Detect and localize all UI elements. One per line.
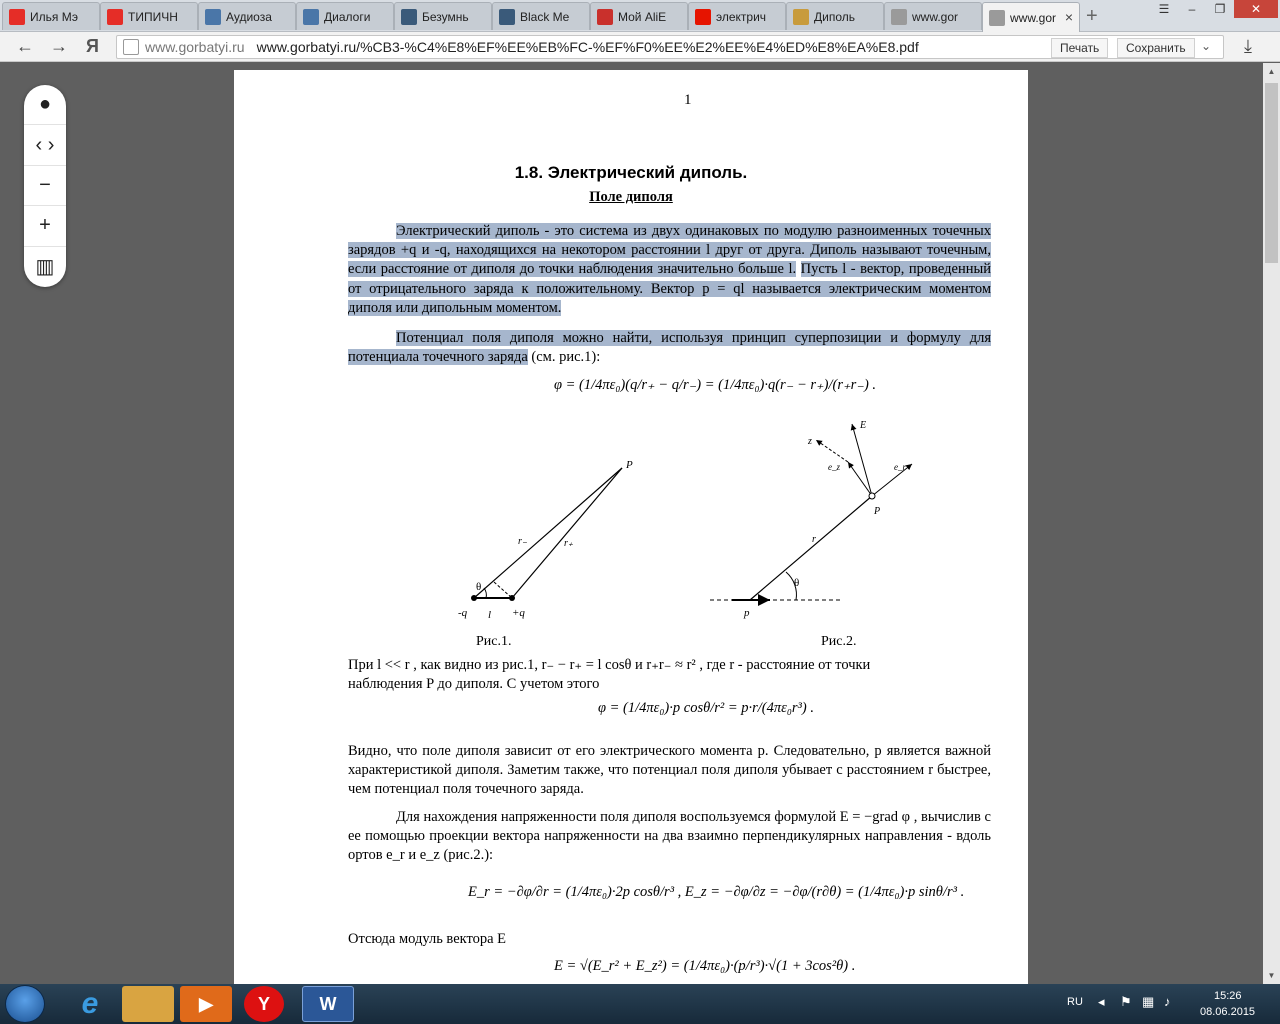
scroll-up-arrow-icon[interactable]: ▲ [1267,67,1276,76]
fig1-charge-minus [471,595,477,601]
close-tab-icon[interactable]: × [1064,9,1073,25]
fig2-label-z: z [808,436,812,447]
paragraph-text: наблюдения P до диполя. С учетом этого [348,676,600,693]
close-window-button[interactable]: ✕ [1234,0,1278,18]
tab-7[interactable] [590,2,688,30]
fig2-label-p: p [744,607,750,619]
tab-label: Диполь [814,9,855,24]
fig1-label-r-plus: r₊ [564,538,574,549]
tab-1[interactable] [2,2,100,30]
tab-8[interactable] [688,2,786,30]
fig1-charge-plus [509,595,515,601]
youtube-icon [9,9,25,25]
pdf-toolbar [24,85,66,287]
site-info-icon[interactable] [123,39,139,55]
fig1-label-minus-q: -q [458,607,468,619]
media-player-icon[interactable]: ▶ [180,986,232,1022]
tab-10[interactable] [884,2,982,30]
ie-icon[interactable]: e [81,987,99,1020]
taskbar [0,984,1280,1024]
fig2-label-er: e_r [894,462,906,472]
window-controls [1150,0,1278,20]
selected-text[interactable]: Потенциал поля диполя можно найти, используя принцип суперпозиции и формулу для потенциала точечного заряда [348,330,991,366]
tab-label: Аудиоза [226,9,272,24]
tab-label: www.gor [1010,10,1057,25]
page-nav-icon[interactable]: ‹ › [24,125,66,165]
url-full: www.gorbatyi.ru/%CB3-%C4%E8%EF%EE%EB%FC-%EF%F0%EE%E2%EE%E4%ED%E8%EA%E8.pdf [256,39,919,55]
fig2-label-P: P [874,506,881,517]
tab-6[interactable] [492,2,590,30]
fig1-label-P: P [626,459,633,471]
formula-potential-dipole: φ = (1/4πε₀)·p cosθ/r² = p·r/(4πε₀r³) . [598,700,814,716]
fig2-vector-er [872,464,912,496]
tab-label: Мой AliE [618,9,667,24]
tab-label: www.gor [912,9,959,24]
tab-2[interactable] [100,2,198,30]
network-icon[interactable]: ▦ [1142,994,1155,1009]
fig2-point-P [869,493,875,499]
fig2-axis-z [816,440,848,462]
language-indicator[interactable]: RU [1067,996,1083,1008]
paragraph-field [348,808,991,866]
fig2-vector-ez [848,462,872,496]
pdf-viewer [0,63,1280,984]
fit-page-icon[interactable]: ▥ [35,256,55,279]
vk-chat-icon [303,9,319,25]
figure-1 [434,448,664,628]
dot-icon[interactable]: ● [24,85,66,125]
formula-field-modulus: E = √(E_r² + E_z²) = (1/4πε₀)·(p/r³)·√(1 + 3cos²θ) . [554,958,856,974]
document-icon [989,10,1005,26]
fig1-projection [494,582,512,598]
word-icon[interactable]: W [302,986,354,1022]
book-icon [793,9,809,25]
page-icon [499,9,515,25]
tab-bar [0,0,1280,32]
aliexpress-icon [597,9,613,25]
page-number: 1 [684,92,692,108]
tab-4[interactable] [296,2,394,30]
yandex-logo-button[interactable]: Я [86,36,99,56]
paragraph-text: (см. рис.1): [527,349,601,366]
paragraph-text: вычислив с ее помощью проекции вектора напряженности на два взаимно перпендикулярных направления - вдоль ортов e_r и e_z (рис.2.): [348,809,991,864]
maximize-button[interactable]: ❐ [1214,2,1226,16]
tab-5[interactable] [394,2,492,30]
scroll-down-arrow-icon[interactable]: ▼ [1267,971,1276,980]
clock-date[interactable]: 08.06.2015 [1200,1006,1256,1018]
address-field[interactable] [116,35,1224,59]
zoom-in-button[interactable]: + [24,206,66,246]
youtube-icon [107,9,123,25]
paragraph-approx [348,656,991,694]
tab-3[interactable] [198,2,296,30]
tab-label: электрич [716,9,767,24]
fig1-label-r-minus: r₋ [518,536,528,547]
tab-label: Диалоги [324,9,371,24]
section-subtitle: Поле диполя [589,189,673,205]
tab-label: Безумнь [422,9,469,24]
selected-text[interactable]: Электрический диполь - это система из двух одинаковых по модулю разноименных точечных зарядов +q и -q, находящихся на некотором расстоянии l друг от друга. Диполь называют точечным, если расстояние от диполя до точки наблюдения значительно больше l. [348,223,991,278]
scroll-thumb[interactable] [1265,83,1278,263]
fig1-label-plus-q: +q [512,607,525,619]
vk-app-icon [205,9,221,25]
fig1-label-theta: θ [476,581,482,593]
page-icon [401,9,417,25]
paragraph-text: При l << r , как видно из рис.1, r₋ − r₊ = l cosθ и r₊r₋ ≈ r² , где r - расстояние от точки [348,657,871,673]
scrollbar[interactable] [1263,63,1280,984]
formula-field-components: E_r = −∂φ/∂r = (1/4πε₀)·2p cosθ/r³ , E_z = −∂φ/∂z = −∂φ/(r∂θ) = (1/4πε₀)·p sinθ/r³ . [468,884,965,900]
fig2-label-r: r [812,534,816,545]
fig2-label-ez: e_z [828,462,840,472]
pdf-page [234,70,1028,984]
paragraph-text: Для нахождения напряженности поля диполя воспользуемся формулой E = −grad φ , [396,809,918,825]
fig2-label-theta: θ [794,577,800,589]
paragraph-potential [348,329,991,367]
zoom-out-button[interactable]: − [24,166,66,206]
selected-text[interactable]: Пусть l - вектор, проведенный от отрицательного заряда к положительному. Вектор p = ql называется электрическим моментом диполя или дипольным моментом. [348,261,991,316]
tab-label: Илья Мэ [30,9,78,24]
print-button[interactable]: Печать [1051,38,1108,58]
figure-1-caption: Рис.1. [476,634,512,649]
address-toolbar [0,32,1280,62]
tab-9[interactable] [786,2,884,30]
paragraph-modulus: Отсюда модуль вектора E [348,931,507,947]
start-button[interactable] [5,985,45,1023]
document-icon [891,9,907,25]
fig2-vector-E [852,424,872,496]
tab-11[interactable] [982,2,1080,32]
menu-icon[interactable]: ☰ [1158,2,1170,16]
clock-time[interactable]: 15:26 [1214,990,1242,1002]
explorer-icon[interactable] [122,986,174,1022]
fig2-label-E: E [860,420,867,431]
figure-2-caption: Рис.2. [821,634,857,649]
fig1-line-r-plus [512,468,622,598]
download-icon[interactable]: ⤓ [1244,36,1252,56]
volume-icon[interactable]: ♪ [1164,994,1171,1009]
fig2-line-r [750,496,872,600]
paragraph-definition [348,222,991,318]
fig1-label-l: l [488,609,492,621]
save-button[interactable]: Сохранить [1117,38,1195,58]
url-host: www.gorbatyi.ru [145,39,245,55]
tab-label: Black Me [520,9,570,24]
flag-icon[interactable]: ⚑ [1120,994,1132,1009]
show-hidden-icons-icon[interactable]: ◂ [1098,994,1105,1009]
tab-label: ТИПИЧН [128,9,178,24]
forward-button[interactable]: → [50,36,68,56]
figure-2 [704,410,904,620]
new-tab-button[interactable]: + [1086,5,1098,27]
section-title: 1.8. Электрический диполь. [514,163,748,182]
yandex-icon [695,9,711,25]
chevron-down-icon[interactable]: ⌄ [1201,39,1212,53]
fig1-line-r-minus [474,468,622,598]
formula-potential: φ = (1/4πε₀)(q/r₊ − q/r₋) = (1/4πε₀)·q(r₋ − r₊)/(r₊r₋) . [554,377,877,393]
paragraph-dipole-moment: Видно, что поле диполя зависит от его электрического момента p. Следовательно, p является важной характеристикой диполя. Заметим также, что потенциал поля диполя убывает с расстоянием r быстрее, чем потенциал поля точечного заряда. [348,743,991,798]
back-button[interactable]: ← [16,36,34,56]
yandex-browser-icon[interactable]: Y [244,986,284,1022]
minimize-button[interactable]: – [1188,2,1196,16]
